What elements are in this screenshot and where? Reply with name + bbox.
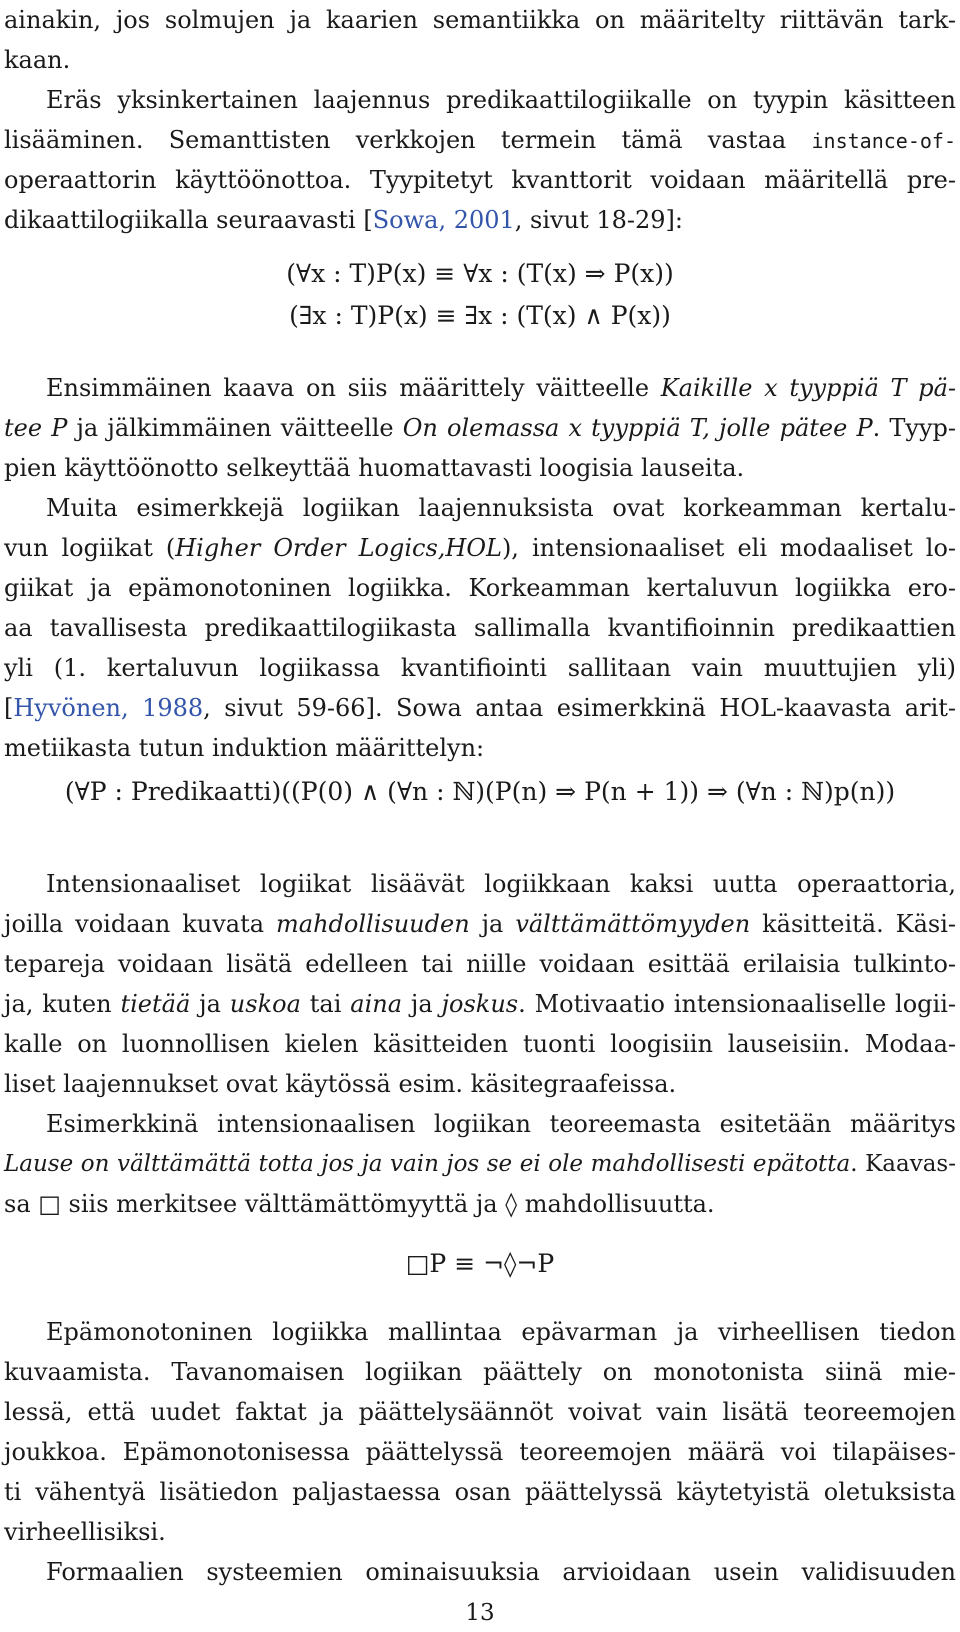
text-line: [4, 568, 956, 608]
text-span: metiikasta tutun induktion määrittelyn:: [4, 734, 485, 762]
text-line: [4, 1064, 956, 1104]
text-span: Ensimmäinen kaava on siis määrittely väitteelle: [46, 374, 661, 402]
text-span: aa tavallisesta predikaattilogiikasta sallimalla kvantifioinnin predikaattien: [4, 614, 956, 642]
text-span: [: [4, 694, 14, 722]
text-line: [4, 1144, 956, 1184]
text-span: ), intensionaaliset eli modaaliset lo-: [501, 534, 956, 562]
text-span: tepareja voidaan lisätä edelleen tai niille voidaan esittää erilaisia tulkinto-: [4, 950, 956, 978]
text-line: [4, 408, 956, 448]
text-span: , sivut 18-29]:: [514, 206, 683, 234]
text-line: [4, 160, 956, 200]
emphasis-text: tee P: [4, 414, 68, 442]
text-line: [4, 904, 956, 944]
math-equation: (∀P : Predikaatti)((P(0) ∧ (∀n : ℕ)(P(n) ⇒ P(n + 1)) ⇒ (∀n : ℕ)p(n)): [64, 777, 896, 806]
text-span: virheellisiksi.: [4, 1518, 166, 1546]
citation-link[interactable]: Hyvönen, 1988: [13, 694, 204, 722]
text-span: käsitteitä. Käsi-: [750, 910, 956, 938]
text-span: kaan.: [4, 46, 71, 74]
text-line: [4, 1512, 956, 1552]
text-span: Muita esimerkkejä logiikan laajennuksista ovat korkeamman kertalu-: [46, 494, 956, 522]
text-span: operaattorin käyttöönottoa. Tyypitetyt kvanttorit voidaan määritellä pre-: [4, 166, 956, 194]
text-line: [46, 1312, 956, 1352]
text-line: [4, 728, 956, 768]
text-span: ja, kuten: [4, 990, 121, 1018]
math-equation: (∃x : T)P(x) ≡ ∃x : (T(x) ∧ P(x)): [289, 301, 671, 330]
text-line: [46, 80, 956, 120]
text-span: Epämonotoninen logiikka mallintaa epävarman ja virheellisen tiedon: [46, 1318, 956, 1346]
text-line: [4, 120, 956, 160]
text-line: [4, 200, 956, 240]
text-span: sa □ siis merkitsee välttämättömyyttä ja ◊ mahdollisuutta.: [4, 1190, 715, 1218]
emphasis-text: tietää: [120, 990, 191, 1018]
code-text: instance-of-: [811, 129, 956, 153]
text-span: ja: [402, 990, 442, 1018]
text-span: lisääminen. Semanttisten verkkojen termein tämä vastaa: [4, 126, 812, 154]
text-line: [4, 1472, 956, 1512]
text-span: ja: [469, 910, 516, 938]
math-equation: (∀x : T)P(x) ≡ ∀x : (T(x) ⇒ P(x)): [286, 259, 674, 288]
text-line: [46, 864, 956, 904]
text-line: [4, 944, 956, 984]
emphasis-text: Lause on välttämättä totta jos ja vain jos se ei ole mahdollisesti epätotta: [4, 1151, 851, 1177]
text-line: [46, 1104, 956, 1144]
text-span: pien käyttöönotto selkeyttää huomattavasti loogisia lauseita.: [4, 454, 745, 482]
text-line: [4, 1184, 956, 1224]
text-span: yli (1. kertaluvun logiikassa kvantifiointi sallitaan vain muuttujien yli): [4, 654, 956, 682]
text-span: ainakin, jos solmujen ja kaarien semantiikka on määritelty riittävän tark-: [4, 6, 956, 34]
text-span: tai: [300, 990, 351, 1018]
text-span: joukkoa. Epämonotonisessa päättelyssä teoreemojen määrä voi tilapäises-: [4, 1438, 956, 1466]
text-line: [4, 984, 956, 1024]
text-line: [4, 0, 956, 40]
text-line: [46, 368, 956, 408]
citation-link[interactable]: Sowa, 2001: [372, 206, 515, 234]
text-span: . Kaavas-: [850, 1151, 956, 1177]
emphasis-text: uskoa: [229, 990, 301, 1018]
text-span: Eräs yksinkertainen laajennus predikaattilogiikalle on tyypin käsitteen: [46, 86, 956, 114]
emphasis-text: mahdollisuuden: [276, 910, 470, 938]
text-span: kuvaamista. Tavanomaisen logiikan päättely on monotonista siinä mie-: [4, 1358, 956, 1386]
emphasis-text: On olemassa x tyyppiä T, jolle pätee P: [402, 414, 873, 442]
text-line: [4, 688, 956, 728]
text-line: [4, 1392, 956, 1432]
text-span: vun logiikat (: [4, 534, 176, 562]
text-line: [4, 1352, 956, 1392]
text-line: [4, 648, 956, 688]
emphasis-text: joskus: [441, 990, 519, 1018]
text-line: [4, 528, 956, 568]
text-span: ja jälkimmäinen väitteelle: [67, 414, 403, 442]
text-span: joilla voidaan kuvata: [4, 910, 277, 938]
page-number: 13: [465, 1600, 495, 1626]
text-span: Formaalien systeemien ominaisuuksia arvioidaan usein validisuuden: [46, 1558, 956, 1586]
text-span: ja: [190, 990, 230, 1018]
text-span: . Tyyp-: [872, 414, 956, 442]
text-line: [4, 448, 956, 488]
emphasis-text: aina: [350, 990, 403, 1018]
text-line: [4, 40, 956, 80]
text-span: kalle on luonnollisen kielen käsitteiden tuonti loogisiin lauseisiin. Modaa-: [4, 1030, 956, 1058]
text-span: Esimerkkinä intensionaalisen logiikan teoreemasta esitetään määritys: [46, 1110, 956, 1138]
text-line: [4, 608, 956, 648]
text-span: dikaattilogiikalla seuraavasti [: [4, 206, 373, 234]
emphasis-text: välttämättömyyden: [515, 910, 751, 938]
emphasis-text: Higher Order Logics,HOL: [175, 534, 502, 562]
text-span: . Motivaatio intensionaaliselle logii-: [518, 990, 956, 1018]
emphasis-text: Kaikille x tyyppiä T pä-: [660, 374, 957, 402]
text-span: lessä, että uudet faktat ja päättelysäännöt voivat vain lisätä teoreemojen: [4, 1398, 956, 1426]
math-equation: □P ≡ ¬◊¬P: [405, 1249, 555, 1278]
text-span: giikat ja epämonotoninen logiikka. Korkeamman kertaluvun logiikka ero-: [4, 574, 956, 602]
text-line: [4, 1024, 956, 1064]
text-line: [46, 1552, 956, 1592]
text-span: liset laajennukset ovat käytössä esim. käsitegraafeissa.: [4, 1070, 677, 1098]
text-span: ti vähentyä lisätiedon paljastaessa osan päättelyssä käytetyistä oletuksista: [4, 1478, 956, 1506]
text-line: [4, 1432, 956, 1472]
text-span: Intensionaaliset logiikat lisäävät logiikkaan kaksi uutta operaattoria,: [46, 870, 956, 898]
text-span: , sivut 59-66]. Sowa antaa esimerkkinä HOL-kaavasta arit-: [203, 694, 956, 722]
text-line: [46, 488, 956, 528]
